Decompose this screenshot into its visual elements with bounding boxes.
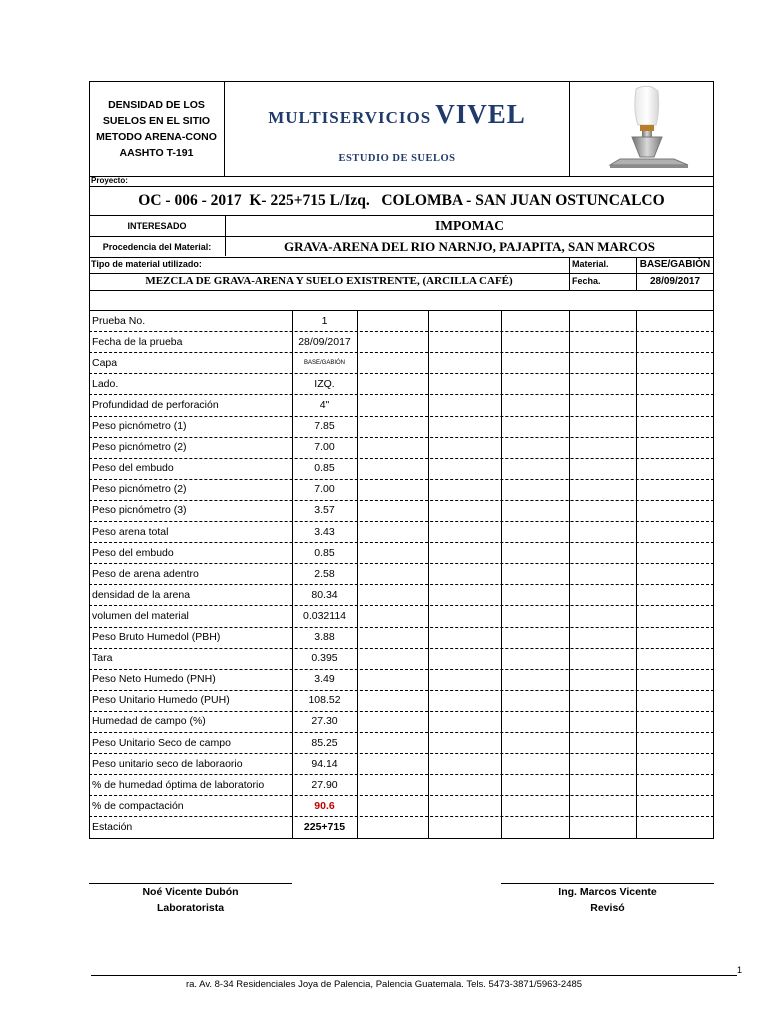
sand-cone-apparatus-icon xyxy=(570,81,714,176)
signature-right-role: Revisó xyxy=(590,902,625,914)
table-row xyxy=(89,563,714,584)
table-row xyxy=(89,331,714,352)
table-row xyxy=(89,458,714,479)
column-divider xyxy=(428,310,429,838)
method-title: DENSIDAD DE LOS SUELOS EN EL SITIO METODO ARENA-CONO AASHTO T-191 xyxy=(89,81,225,176)
table-row xyxy=(89,753,714,774)
fecha-label: Fecha. xyxy=(572,276,601,286)
column-divider xyxy=(357,310,358,838)
row-value: 0.85 xyxy=(314,546,335,559)
procedencia-label: Procedencia del Material: xyxy=(102,241,212,252)
row-value: 0.032114 xyxy=(302,609,346,622)
row-value: 3.43 xyxy=(314,525,335,538)
table-row xyxy=(89,711,714,732)
row-value: 85.25 xyxy=(311,736,338,749)
column-divider xyxy=(569,310,570,838)
table-row xyxy=(89,648,714,669)
table-row xyxy=(89,627,714,648)
row-value: 90.6 xyxy=(314,799,335,812)
row-label: Capa xyxy=(92,356,118,369)
row-value: 108.52 xyxy=(308,694,341,707)
row-label: Peso unitario seco de laboraorio xyxy=(92,757,243,770)
row-value: 7.00 xyxy=(314,483,335,496)
row-value: 7.00 xyxy=(314,441,335,454)
footer-address: ra. Av. 8-34 Residenciales Joya de Palencia, Palencia Guatemala. Tels. 5473-3871/5963-2485 xyxy=(185,979,583,990)
project-label: Proyecto: xyxy=(91,176,128,185)
interesado-value: IMPOMAC xyxy=(435,218,504,233)
fecha-value: 28/09/2017 xyxy=(649,276,701,287)
row-value: 94.14 xyxy=(311,757,338,770)
table-row xyxy=(89,795,714,816)
row-label: % de humedad óptima de laboratorio xyxy=(92,778,265,791)
row-label: Profundidad de perforación xyxy=(92,398,219,411)
table-row xyxy=(89,416,714,437)
footer-rule xyxy=(91,975,737,976)
row-label: Peso Bruto Humedol (PBH) xyxy=(92,631,221,643)
row-value: 0.85 xyxy=(314,462,335,475)
row-label: Fecha de la prueba xyxy=(92,335,183,348)
row-label: Lado. xyxy=(92,377,119,390)
material-label: Material. xyxy=(572,259,609,269)
row-label: volumen del material xyxy=(92,609,189,622)
signature-right-name: Ing. Marcos Vicente xyxy=(558,886,657,898)
brand-block xyxy=(225,81,570,176)
row-label: Peso arena total xyxy=(92,525,169,538)
table-row xyxy=(89,732,714,753)
tipo-value: MEZCLA DE GRAVA-ARENA Y SUELO EXISTRENTE, (ARCILLA CAFÉ) xyxy=(145,275,513,287)
row-value: 28/09/2017 xyxy=(298,335,351,348)
table-row xyxy=(89,816,714,837)
column-divider xyxy=(292,310,293,838)
row-value: 27.30 xyxy=(311,715,338,728)
brand-small: MULTISERVICIOS xyxy=(268,108,432,127)
company-logo-text xyxy=(225,99,569,130)
row-label: Peso picnómetro (3) xyxy=(92,504,187,517)
tipo-label: Tipo de material utilizado: xyxy=(91,259,202,269)
row-label: densidad de la arena xyxy=(92,588,191,601)
row-label: Humedad de campo (%) xyxy=(92,715,206,728)
table-row xyxy=(89,605,714,626)
brand-large: VIVEL xyxy=(435,99,526,129)
signature-line-left xyxy=(89,883,292,884)
row-label: Peso Unitario Seco de campo xyxy=(92,736,231,749)
table-row xyxy=(89,394,714,415)
column-divider xyxy=(501,310,502,838)
row-label: Peso de arena adentro xyxy=(92,567,199,580)
row-label: Prueba No. xyxy=(92,314,146,327)
column-divider xyxy=(636,310,637,838)
row-label: Estación xyxy=(92,820,133,833)
row-value: BASE/GABIÓN xyxy=(303,359,345,366)
table-row xyxy=(89,521,714,542)
row-value: 3.57 xyxy=(314,504,335,517)
row-label: Peso Unitario Humedo (PUH) xyxy=(92,694,230,707)
table-row xyxy=(89,584,714,605)
row-value: 7.85 xyxy=(314,420,335,432)
table-row xyxy=(89,669,714,690)
table-row xyxy=(89,352,714,373)
row-value: 1 xyxy=(321,314,328,327)
table-row xyxy=(89,437,714,458)
table-row xyxy=(89,373,714,394)
row-value: 0.395 xyxy=(311,652,338,665)
row-value: 4" xyxy=(319,398,330,411)
row-label: Peso Neto Humedo (PNH) xyxy=(92,673,216,686)
row-value: 3.88 xyxy=(314,631,335,643)
signature-left-role: Laboratorista xyxy=(156,902,225,914)
row-label: Peso picnómetro (2) xyxy=(92,441,187,454)
row-value: 225+715 xyxy=(303,820,346,833)
row-value: 80.34 xyxy=(311,588,338,601)
row-value: 2.58 xyxy=(314,567,335,580)
project-value: OC - 006 - 2017 K- 225+715 L/Izq. COLOMBA - SAN JUAN OSTUNCALCO xyxy=(138,192,665,209)
row-divider xyxy=(89,838,714,839)
table-row xyxy=(89,542,714,563)
table-row xyxy=(89,690,714,711)
table-row xyxy=(89,500,714,521)
procedencia-value: GRAVA-ARENA DEL RIO NARNJO, PAJAPITA, SAN MARCOS xyxy=(283,238,655,254)
signature-left-name: Noé Vicente Dubón xyxy=(142,886,239,898)
brand-subtitle: ESTUDIO DE SUELOS xyxy=(338,153,456,164)
page-number: 1 xyxy=(737,965,743,975)
table-row xyxy=(89,310,714,331)
row-label: Peso del embudo xyxy=(92,462,174,475)
row-label: Peso picnómetro (2) xyxy=(92,483,187,496)
table-row xyxy=(89,479,714,500)
row-value: 27.90 xyxy=(311,778,338,791)
row-value: IZQ. xyxy=(314,377,335,390)
row-label: Peso picnómetro (1) xyxy=(92,420,187,432)
row-label: Peso del embudo xyxy=(92,546,174,559)
interesado-label: INTERESADO xyxy=(127,221,187,231)
material-value: BASE/GABIÒN xyxy=(639,259,711,270)
row-value: 3.49 xyxy=(314,673,335,686)
row-label: % de compactación xyxy=(92,799,184,812)
table-row xyxy=(89,774,714,795)
signature-line-right xyxy=(501,883,714,884)
row-label: Tara xyxy=(92,652,113,665)
